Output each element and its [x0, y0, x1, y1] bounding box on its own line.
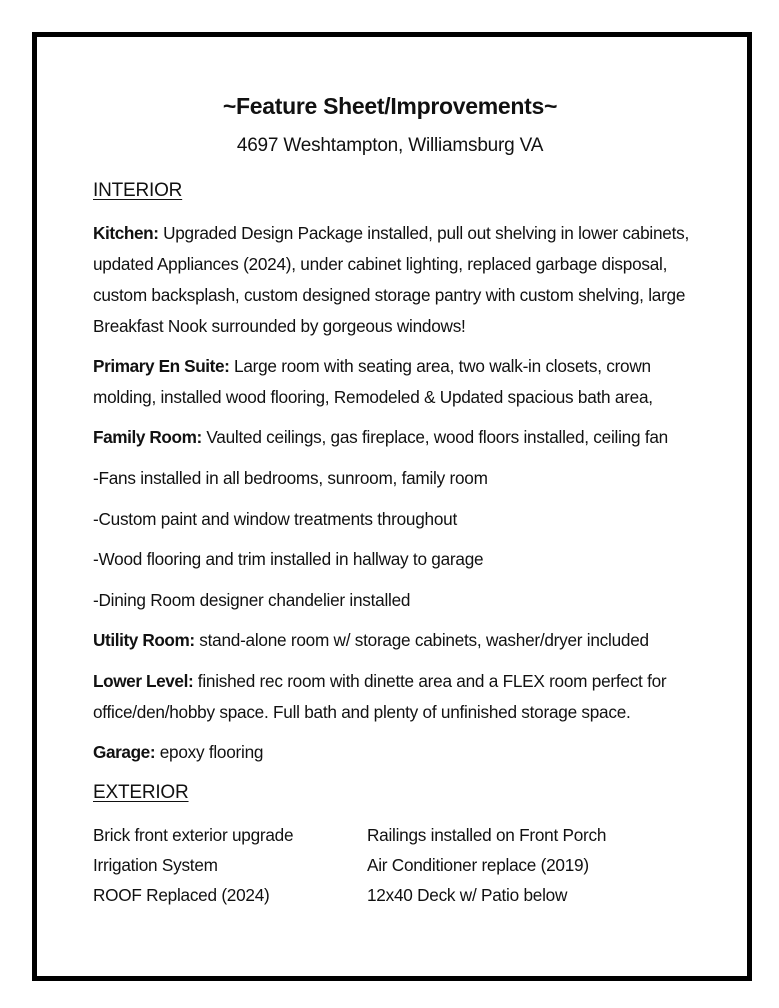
utility-room-paragraph: [93, 625, 693, 656]
property-address: 4697 Weshtampton, Williamsburg VA: [236, 135, 544, 156]
family-room-text: Vaulted ceilings, gas fireplace, wood floors installed, ceiling fan: [201, 427, 668, 447]
primary-suite-paragraph: [93, 351, 693, 413]
lower-level-label: Lower Level:: [93, 671, 194, 691]
family-room-label: Family Room:: [93, 427, 202, 447]
primary-suite-label: Primary En Suite:: [93, 356, 230, 376]
garage-paragraph: [93, 737, 693, 768]
exterior-list: [93, 820, 693, 910]
bullet-item: -Fans installed in all bedrooms, sunroom, family room: [93, 468, 488, 488]
exterior-row: [93, 850, 693, 880]
utility-room-text: stand-alone room w/ storage cabinets, washer/dryer included: [194, 630, 649, 650]
primary-suite-text: Large room with seating area, two walk-in closets, crown molding, installed wood flooring, Remodeled & Updated spacious bath area,: [93, 356, 653, 407]
lower-level-paragraph: [93, 666, 693, 728]
bullet-item: -Dining Room designer chandelier installed: [93, 590, 411, 610]
garage-text: epoxy flooring: [155, 742, 264, 762]
document-title: ~Feature Sheet/Improvements~: [222, 93, 558, 119]
interior-heading: INTERIOR: [93, 180, 183, 201]
family-room-paragraph: [93, 422, 693, 453]
utility-room-label: Utility Room:: [93, 630, 195, 650]
kitchen-label: Kitchen:: [93, 223, 159, 243]
exterior-item: Irrigation System: [93, 855, 218, 875]
exterior-row: [93, 880, 693, 910]
exterior-heading: EXTERIOR: [93, 782, 189, 803]
exterior-row: [93, 820, 693, 850]
kitchen-text: Upgraded Design Package installed, pull out shelving in lower cabinets, updated Appliances (2024), under cabinet lighting, replaced garbage disposal, custom backsplash, custom designed storage pantry with custom shelving, large Breakfast Nook surrounded by gorgeous windows!: [93, 223, 689, 336]
exterior-item: Brick front exterior upgrade: [93, 825, 294, 845]
kitchen-paragraph: [93, 218, 693, 342]
exterior-item: 12x40 Deck w/ Patio below: [367, 885, 568, 905]
exterior-item: ROOF Replaced (2024): [93, 885, 270, 905]
exterior-item: Air Conditioner replace (2019): [367, 855, 589, 875]
exterior-item: Railings installed on Front Porch: [367, 825, 607, 845]
lower-level-text: finished rec room with dinette area and a FLEX room perfect for office/den/hobby space. Full bath and plenty of unfinished storage space.: [93, 671, 667, 722]
bullet-item: -Custom paint and window treatments throughout: [93, 509, 457, 529]
garage-label: Garage:: [93, 742, 156, 762]
bullet-item: -Wood flooring and trim installed in hallway to garage: [93, 549, 484, 569]
